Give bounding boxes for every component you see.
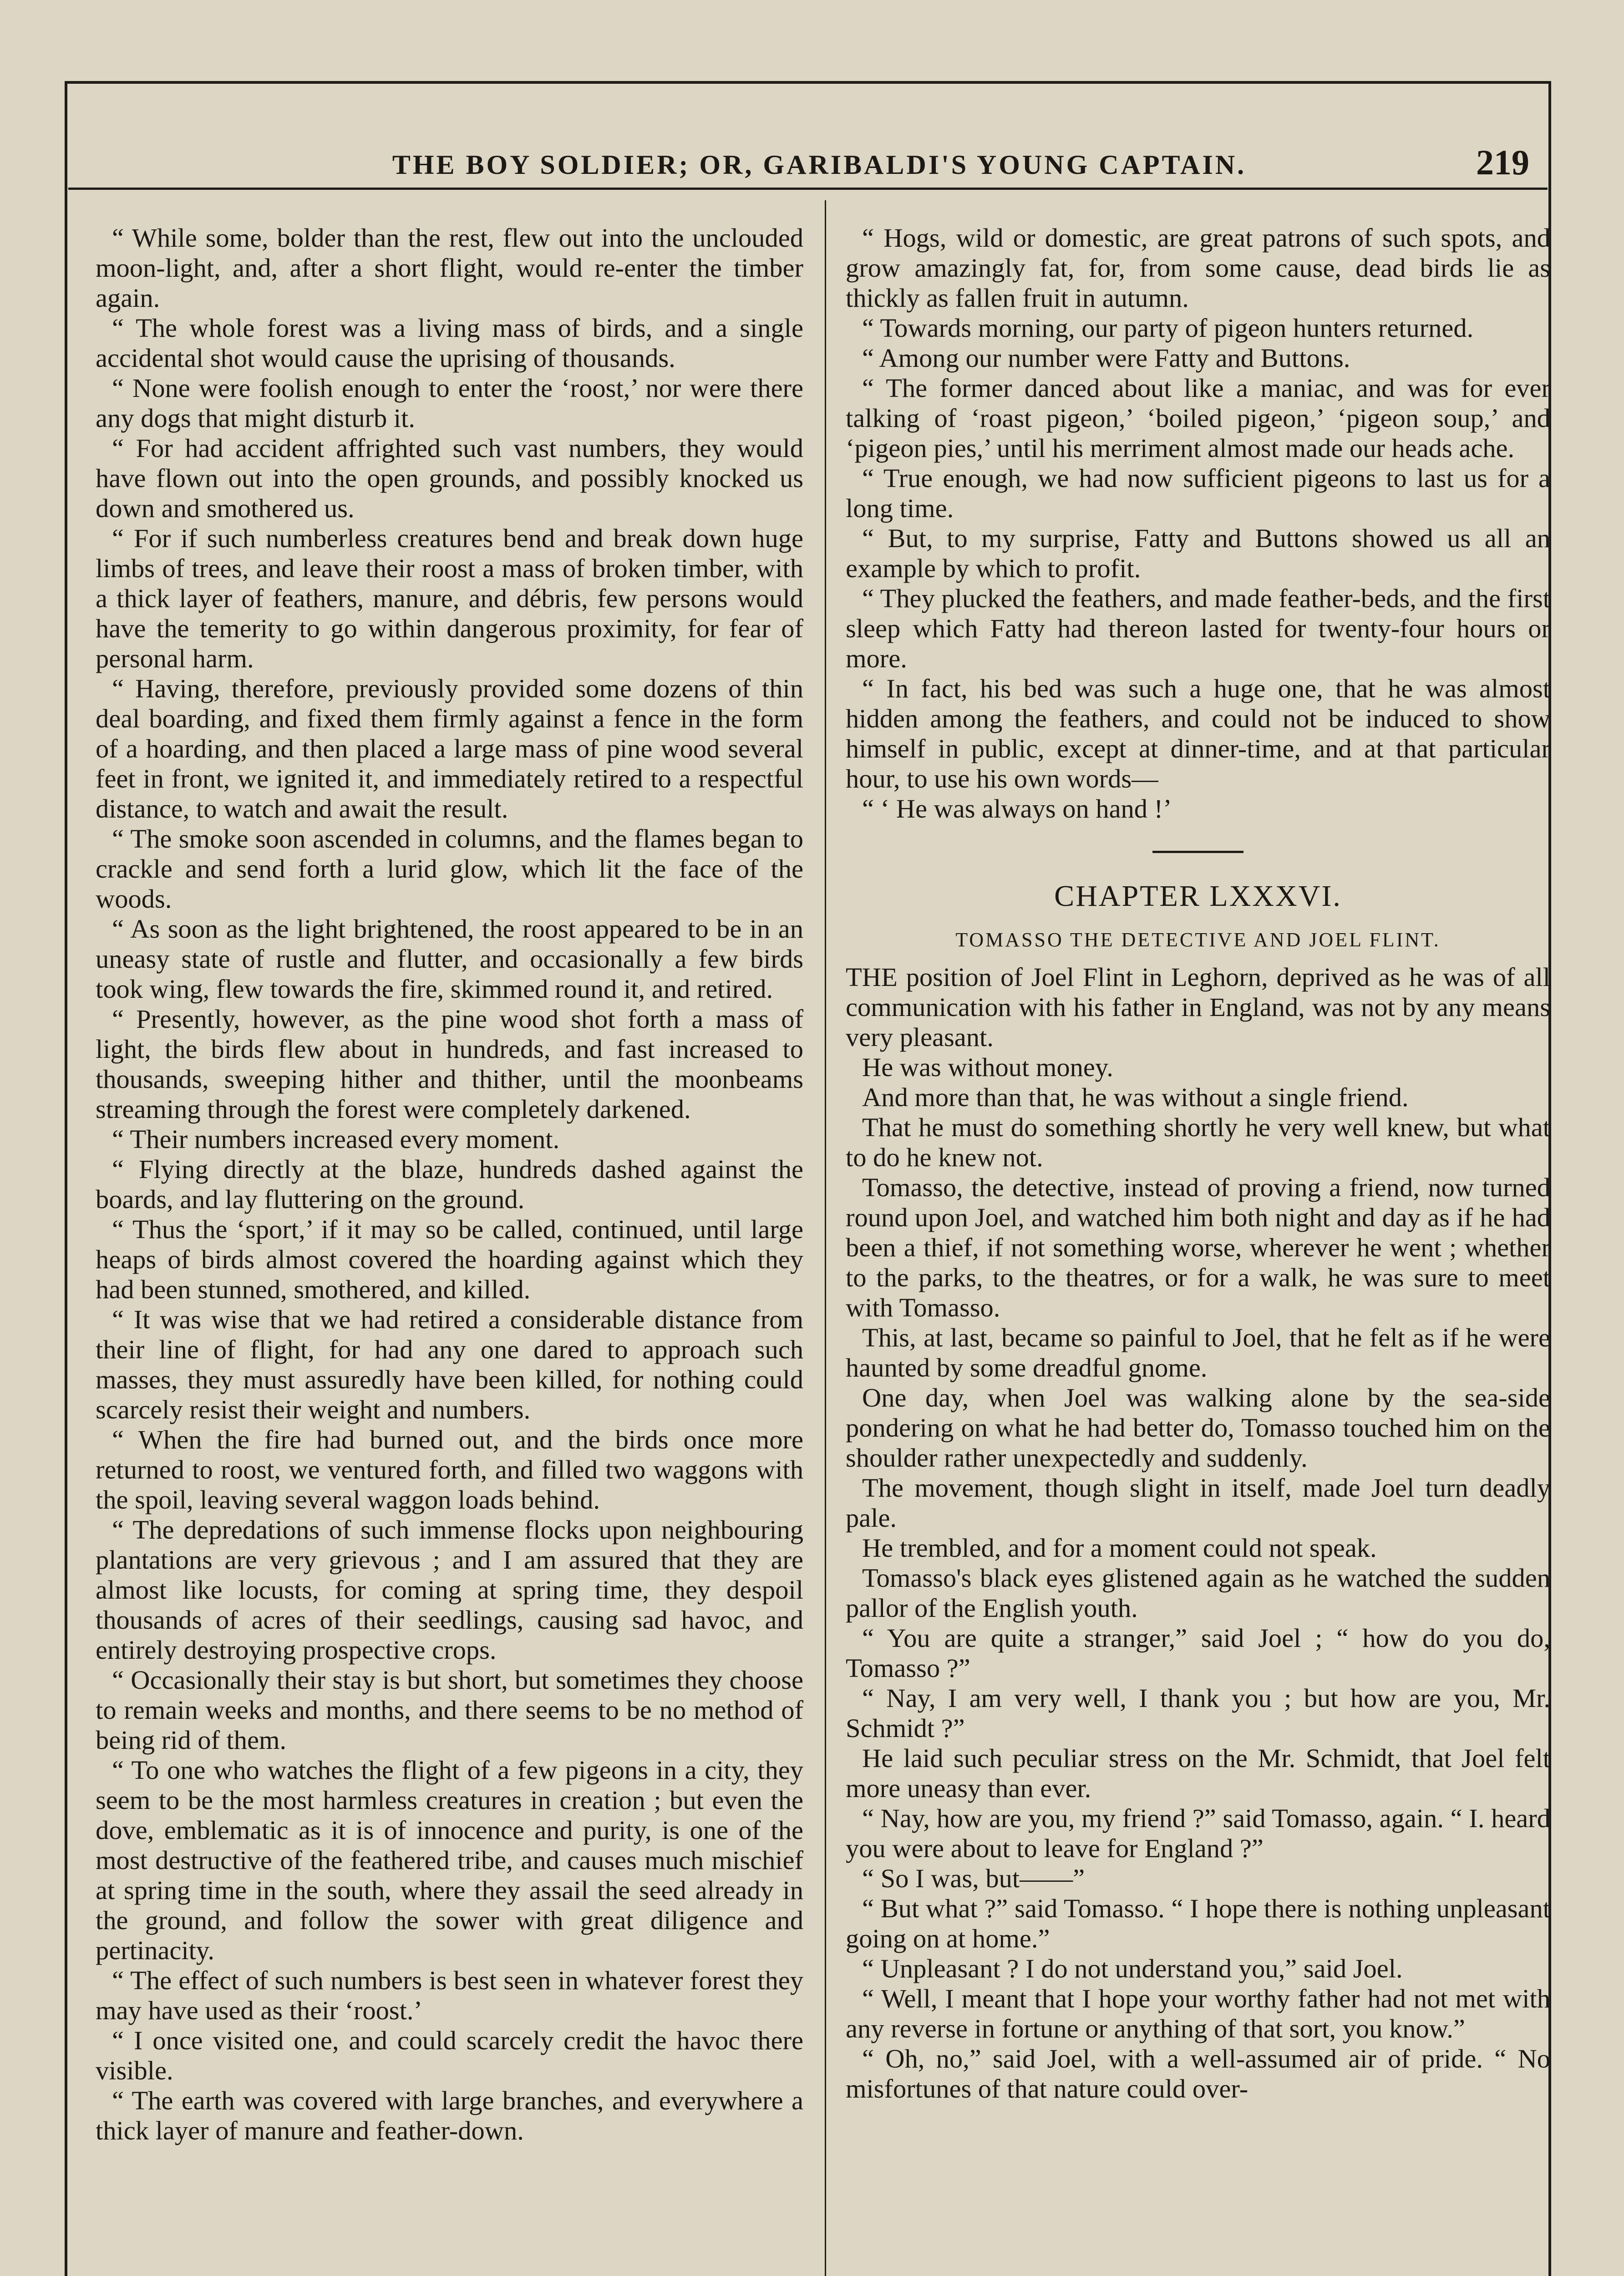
paragraph: “ You are quite a stranger,” said Joel ; “ how do you do, Tomasso ?” (846, 1623, 1550, 1683)
paragraph: “ Oh, no,” said Joel, with a well-assumed air of pride. “ No misfortunes of that nature could over- (846, 2044, 1550, 2103)
paragraph: “ In fact, his bed was such a huge one, that he was almost hidden among the feathers, and could not be induced to show himself in public, except at dinner-time, and at that particular hour, to use his own words— (846, 674, 1550, 793)
paragraph: He was without money. (862, 1052, 1113, 1082)
paragraph: “ The former danced about like a maniac, and was for ever talking of ‘roast pigeon,’ ‘boiled pigeon,’ ‘pigeon soup,’ and ‘pigeon pies,’ until his merriment almost made our heads ache. (846, 373, 1550, 463)
paragraph: “ They plucked the feathers, and made feather-beds, and the first sleep which Fatty had thereon lasted for twenty-four hours or more. (846, 584, 1550, 673)
paragraph: “ To one who watches the flight of a few pigeons in a city, they seem to be the most harmless creatures in creation ; but even the dove, emblematic as it is of innocence and purity, is one of the most destructive of the feathered tribe, and causes much mischief at spring time in the south, where they assail the seed already in the ground, and follow the sower with great diligence and pertinacity. (96, 1755, 803, 1965)
paragraph: This, at last, became so painful to Joel, that he felt as if he were haunted by some dreadful gnome. (846, 1323, 1550, 1382)
paragraph: “ Unpleasant ? I do not understand you,” said Joel. (862, 1954, 1403, 1983)
paragraph: “ Nay, I am very well, I thank you ; but how are you, Mr. Schmidt ?” (846, 1683, 1550, 1743)
paragraph: “ I once visited one, and could scarcely credit the havoc there visible. (96, 2026, 803, 2085)
paragraph: Tomasso, the detective, instead of proving a friend, now turned round upon Joel, and watched him both night and day as if he had been a thief, if not something worse, wherever he went ; whether to the parks, to the theatres, or for a walk, he was sure to meet with Tomasso. (846, 1173, 1550, 1322)
paragraph: “ The smoke soon ascended in columns, and the flames began to crackle and send forth a lurid glow, which lit the face of the woods. (96, 824, 803, 914)
paragraph: He trembled, and for a moment could not speak. (862, 1533, 1377, 1563)
paragraph: “ Towards morning, our party of pigeon hunters returned. (862, 313, 1474, 343)
paragraph: That he must do something shortly he very well knew, but what to do he knew not. (846, 1113, 1550, 1172)
paragraph: “ For if such numberless creatures bend and break down huge limbs of trees, and leave their roost a mass of broken timber, with a thick layer of feathers, manure, and débris, few persons would have the temerity to go within dangerous proximity, for fear of personal harm. (96, 523, 803, 673)
paragraph: “ Hogs, wild or domestic, are great patrons of such spots, and grow amazingly fat, for, from some cause, dead birds lie as thickly as fallen fruit in autumn. (846, 223, 1550, 313)
left-column (96, 223, 803, 2146)
paragraph: “ Thus the ‘sport,’ if it may so be called, continued, until large heaps of birds almost covered the hoarding against which they had been stunned, smothered, and killed. (96, 1214, 803, 1304)
paragraph: One day, when Joel was walking alone by the sea-side pondering on what he had better do, Tomasso touched him on the shoulder rather unexpectedly and suddenly. (846, 1383, 1550, 1473)
paragraph: He laid such peculiar stress on the Mr. Schmidt, that Joel felt more uneasy than ever. (846, 1743, 1550, 1803)
paragraph: “ Presently, however, as the pine wood shot forth a mass of light, the birds flew about in hundreds, and fast increased to thousands, sweeping hither and thither, until the moonbeams streaming through the forest were completely darkened. (96, 1004, 803, 1124)
paragraph: “ Having, therefore, previously provided some dozens of thin deal boarding, and fixed them firmly against a fence in the form of a hoarding, and then placed a large mass of pine wood several feet in front, we ignited it, and immediately retired to a respectful distance, to watch and await the result. (96, 674, 803, 823)
column-divider (825, 200, 826, 2276)
right-column-continuation (846, 223, 1550, 824)
paragraph: Tomasso's black eyes glistened again as he watched the sudden pallor of the English youth. (846, 1563, 1550, 1623)
chapter-body (846, 962, 1550, 2104)
section-break-rule (1152, 848, 1243, 855)
right-column (846, 223, 1550, 2104)
paragraph: “ As soon as the light brightened, the roost appeared to be in an uneasy state of rustle and flutter, and occasionally a few birds took wing, flew towards the fire, skimmed round it, and retired. (96, 914, 803, 1004)
paragraph: “ ‘ He was always on hand !’ (862, 794, 1172, 823)
paragraph: “ Well, I meant that I hope your worthy father had not met with any reverse in fortune or anything of that sort, you know.” (846, 1984, 1550, 2043)
chapter-subtitle: TOMASSO THE DETECTIVE AND JOEL FLINT. (955, 929, 1441, 951)
paragraph: “ None were foolish enough to enter the ‘roost,’ nor were there any dogs that might disturb it. (96, 373, 803, 433)
paragraph: “ The earth was covered with large branches, and everywhere a thick layer of manure and feather-down. (96, 2086, 803, 2145)
paragraph: “ Nay, how are you, my friend ?” said Tomasso, again. “ I. heard you were about to leave for England ?” (846, 1804, 1550, 1863)
running-title: THE BOY SOLDIER; OR, GARIBALDI'S YOUNG CAPTAIN. (392, 150, 1247, 180)
paragraph: “ It was wise that we had retired a considerable distance from their line of flight, for had any one dared to approach such masses, they must assuredly have been killed, for nothing could scarcely resist their weight and numbers. (96, 1305, 803, 1424)
paragraph: “ Occasionally their stay is but short, but sometimes they choose to remain weeks and months, and there seems to be no method of being rid of them. (96, 1665, 803, 1755)
chapter-heading: CHAPTER LXXXVI. (1054, 879, 1342, 913)
paragraph: “ Their numbers increased every moment. (112, 1124, 560, 1154)
page-number: 219 (1476, 142, 1529, 182)
paragraph: “ While some, bolder than the rest, flew out into the unclouded moon-light, and, after a short flight, would re-enter the timber again. (96, 223, 803, 313)
paragraph: The movement, though slight in itself, made Joel turn deadly pale. (846, 1473, 1550, 1533)
paragraph: “ So I was, but——” (862, 1864, 1085, 1893)
running-header (68, 141, 1548, 185)
paragraph: “ When the fire had burned out, and the birds once more returned to roost, we ventured forth, and filled two waggons with the spoil, leaving several waggon loads behind. (96, 1425, 803, 1514)
header-rule (68, 188, 1548, 190)
paragraph: “ But, to my surprise, Fatty and Buttons showed us all an example by which to profit. (846, 523, 1550, 583)
paragraph: “ The effect of such numbers is best seen in whatever forest they may have used as their ‘roost.’ (96, 1966, 803, 2025)
paragraph: “ Among our number were Fatty and Buttons. (862, 343, 1350, 373)
paragraph: “ True enough, we had now sufficient pigeons to last us for a long time. (846, 463, 1550, 523)
paragraph: “ The whole forest was a living mass of birds, and a single accidental shot would cause the uprising of thousands. (96, 313, 803, 373)
paragraph: THE position of Joel Flint in Leghorn, deprived as he was of all communication with his father in England, was not by any means very pleasant. (846, 962, 1550, 1052)
paragraph: “ But what ?” said Tomasso. “ I hope there is nothing unpleasant going on at home.” (846, 1894, 1550, 1953)
paragraph: “ For had accident affrighted such vast numbers, they would have flown out into the open grounds, and possibly knocked us down and smothered us. (96, 433, 803, 523)
paragraph: And more than that, he was without a single friend. (862, 1082, 1409, 1112)
paragraph: “ Flying directly at the blaze, hundreds dashed against the boards, and lay fluttering on the ground. (96, 1154, 803, 1214)
paragraph: “ The depredations of such immense flocks upon neighbouring plantations are very grievous ; and I am assured that they are almost like locusts, for coming at spring time, they despoil thousands of acres of their seedlings, causing sad havoc, and entirely destroying prospective crops. (96, 1515, 803, 1665)
